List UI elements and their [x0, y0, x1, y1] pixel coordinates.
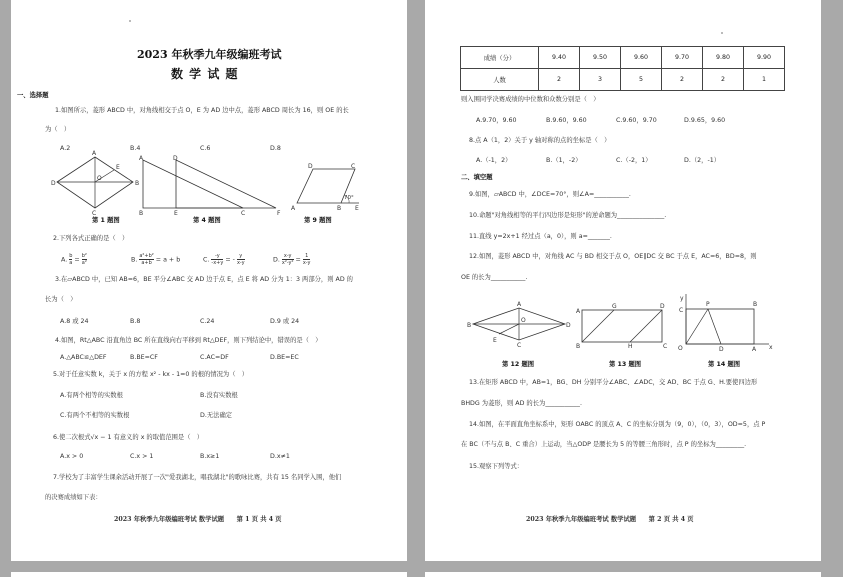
- question-11-text: 11.直线 y=2x+1 经过点（a，0），则 a=_______.: [469, 233, 612, 240]
- figure-9-angle-label: 70°: [344, 195, 354, 201]
- q8-option-b: B.（1，-2）: [546, 157, 582, 164]
- exam-page-2: [425, 0, 821, 561]
- q1-option-d: D.8: [270, 145, 281, 152]
- scan-dot: [721, 32, 723, 34]
- svg-text:O: O: [521, 317, 526, 324]
- table-cell: 2: [539, 69, 580, 91]
- q4-option-b: B.BE=CF: [130, 354, 158, 361]
- q2-option-d: D. $\frac{x-y}{\text{x²-y²}}$ = $\frac{1}{x-y}$: [273, 253, 311, 266]
- svg-text:C: C: [663, 343, 668, 350]
- figure-9-parallelogram: [287, 165, 377, 213]
- svg-text:A: A: [92, 150, 97, 157]
- q5-option-b: B.没有实数根: [200, 392, 238, 399]
- svg-text:D: D: [51, 180, 56, 187]
- q7-option-b: B.9.60，9.60: [546, 117, 587, 124]
- question-13-text: 13.在矩形 ABCD 中，AB=1，BG、DH 分别平分∠ABC、∠ADC，交 AD、BC 于点 G、H.要使四边形: [469, 379, 758, 386]
- svg-text:D: D: [719, 346, 724, 353]
- exam-page-1: [11, 0, 407, 561]
- svg-text:G: G: [612, 303, 617, 310]
- table-cell: 5: [621, 69, 662, 91]
- next-page-edge: [11, 572, 407, 577]
- next-page-edge: [425, 572, 821, 577]
- table-cell: 9.60: [621, 47, 662, 69]
- svg-text:O: O: [97, 175, 102, 182]
- figure-1-caption: 第 1 题图: [92, 217, 120, 224]
- table-cell: 9.50: [580, 47, 621, 69]
- q4-option-c: C.AC=DF: [200, 354, 229, 361]
- question-7-text: 7.学校为了丰富学生课余活动开展了一次"爱我湖北，唱我湖北"的歌咏比赛，共有 15 名同学入围，他们: [53, 474, 342, 481]
- table-cell: 9.80: [703, 47, 744, 69]
- svg-text:B: B: [337, 205, 342, 212]
- svg-text:F: F: [277, 210, 281, 217]
- figure-12-caption: 第 12 题图: [502, 361, 535, 368]
- page-footer: 2023 年秋季九年级编班考试 数学试题 第 1 页 共 4 页: [114, 516, 282, 523]
- svg-text:D: D: [566, 322, 571, 329]
- q1-option-a: A.2: [60, 145, 71, 152]
- question-12-text-cont: OE 的长为___________.: [461, 274, 528, 281]
- question-15-text: 15.观察下列等式：: [469, 463, 524, 470]
- scan-dot: [129, 20, 131, 22]
- table-cell: 9.70: [662, 47, 703, 69]
- svg-text:A: A: [576, 308, 581, 315]
- q3-option-b: B.8: [130, 318, 141, 325]
- question-13-text-cont: BHDG 为菱形，则 AD 的长为___________.: [461, 400, 582, 407]
- q6-option-c: C.x > 1: [130, 453, 154, 460]
- figure-12-rhombus: [467, 301, 571, 349]
- q7-option-c: C.9.60，9.70: [616, 117, 657, 124]
- svg-text:B: B: [467, 322, 472, 329]
- question-4-text: 4.如图，Rt△ABC 沿直角边 BC 所在直线向右平移到 Rt△DEF，则下列结论中，错误的是（ ）: [55, 337, 322, 344]
- q6-option-a: A.x > 0: [60, 453, 84, 460]
- figure-14-caption: 第 14 题图: [708, 361, 741, 368]
- q7-option-a: A.9.70，9.60: [476, 117, 517, 124]
- svg-text:C: C: [517, 342, 522, 349]
- q7-option-d: D.9.65，9.60: [684, 117, 726, 124]
- svg-text:x: x: [769, 344, 773, 351]
- figure-1-rhombus: [51, 150, 140, 217]
- q2-option-b: B. $\frac{\text{a²+b²}}{a+b}$ = a + b: [131, 253, 181, 266]
- svg-text:C: C: [679, 307, 684, 314]
- section-heading-fill: 二、填空题: [461, 174, 493, 181]
- svg-text:O: O: [678, 345, 683, 352]
- q6-option-b: B.x≥1: [200, 453, 220, 460]
- table-cell: 成绩（分）: [461, 47, 539, 69]
- svg-text:E: E: [493, 337, 497, 344]
- svg-text:C: C: [241, 210, 246, 217]
- q8-option-a: A.（-1，2）: [476, 157, 512, 164]
- svg-text:P: P: [706, 301, 710, 308]
- table-cell: 2: [662, 69, 703, 91]
- question-10-text: 10.命题"对角线相等的平行四边形是矩形"的逆命题为_______________.: [469, 212, 667, 219]
- svg-text:B: B: [139, 210, 144, 217]
- table-cell: 3: [580, 69, 621, 91]
- svg-text:H: H: [628, 343, 633, 350]
- table-cell: 2: [703, 69, 744, 91]
- figure-13-caption: 第 13 题图: [609, 361, 642, 368]
- figure-14-coordinate: [678, 294, 773, 353]
- question-2-text: 2.下列各式正确的是（ ）: [53, 235, 129, 242]
- exam-title: 2023 年秋季九年级编班考试: [137, 48, 282, 61]
- q3-option-d: D.9 或 24: [270, 318, 300, 325]
- q2-option-c: C. $\frac{-y}{-x+y}$ = - $\frac{y}{x-y}$: [203, 253, 245, 266]
- q8-option-c: C.（-2，1）: [616, 157, 652, 164]
- svg-text:E: E: [116, 164, 120, 171]
- page-footer: 2023 年秋季九年级编班考试 数学试题 第 2 页 共 4 页: [526, 516, 694, 523]
- q2-option-a: A. $\frac{b}{a}$ = $\frac{\text{b²}}{\text{a²}}$: [61, 253, 87, 266]
- figure-4-caption: 第 4 题图: [193, 217, 221, 224]
- table-cell: 9.90: [744, 47, 785, 69]
- table-cell: 1: [744, 69, 785, 91]
- svg-text:A: A: [752, 346, 757, 353]
- q5-option-a: A.有两个相等的实数根: [60, 392, 123, 399]
- svg-text:B: B: [135, 180, 140, 187]
- svg-text:D: D: [660, 303, 665, 310]
- svg-text:A: A: [139, 155, 144, 162]
- question-14-text: 14.如图，在平面直角坐标系中，矩形 OABC 的顶点 A、C 的坐标分别为（9，0），（0，3），OD=5，点 P: [469, 421, 766, 428]
- question-7-text-cont: 的决赛成绩如下表：: [45, 494, 102, 501]
- table-cell: 人数: [461, 69, 539, 91]
- question-7-tail: 则入围同学决赛成绩的中位数和众数分别是（ ）: [461, 96, 600, 103]
- table-row: [461, 69, 785, 91]
- question-6-text: 6.使二次根式√x − 1 有意义的 x 的取值范围是（ ）: [53, 434, 204, 441]
- q3-option-a: A.8 或 24: [60, 318, 89, 325]
- question-3-text: 3.在▱ABCD 中，已知 AB=6，BE 平分∠ABC 交 AD 边于点 E，点 E 将 AD 分为 1：3 两部分，则 AD 的: [55, 276, 353, 283]
- svg-text:C: C: [92, 210, 97, 217]
- q5-option-c: C.有两个不相等的实数根: [60, 412, 130, 419]
- table-row: [461, 47, 785, 69]
- table-cell: 9.40: [539, 47, 580, 69]
- question-14-text-cont: 在 BC（不与点 B、C 重合）上运动，当△ODP 是腰长为 5 的等腰三角形时，点 P 的坐标为_________.: [461, 441, 747, 448]
- figure-13-rectangle: [576, 303, 668, 350]
- score-table: [460, 46, 785, 91]
- q8-option-d: D.（2，-1）: [684, 157, 721, 164]
- svg-text:E: E: [174, 210, 178, 217]
- svg-text:E: E: [355, 205, 359, 212]
- q1-option-c: C.6: [200, 145, 211, 152]
- q4-option-d: D.BE=EC: [270, 354, 299, 361]
- question-5-text: 5.对于任意实数 k，关于 x 的方程 x² - kx - 1=0 的根的情况为（ ）: [53, 371, 249, 378]
- svg-text:C: C: [351, 163, 356, 170]
- svg-text:A: A: [517, 301, 522, 308]
- question-1-text: 1.如图所示，菱形 ABCD 中，对角线相交于点 O，E 为 AD 边中点，菱形 ABCD 周长为 16，则 OE 的长: [55, 107, 349, 114]
- exam-subtitle: 数 学 试 题: [171, 67, 239, 81]
- figure-9-caption: 第 9 题图: [304, 217, 332, 224]
- svg-text:D: D: [308, 163, 313, 170]
- question-9-text: 9.如图，▱ABCD 中，∠DCE=70°，则∠A=___________.: [469, 191, 631, 198]
- question-3-text-cont: 长为（ ）: [45, 296, 77, 303]
- q4-option-a: A.△ABC≌△DEF: [60, 354, 107, 361]
- q6-option-d: D.x≠1: [270, 453, 290, 460]
- svg-text:y: y: [680, 295, 684, 302]
- svg-text:D: D: [173, 155, 178, 162]
- question-1-text-cont: 为（ ）: [45, 126, 71, 133]
- q3-option-c: C.24: [200, 318, 215, 325]
- question-8-text: 8.点 A（1，2）关于 y 轴对称的点的坐标是（ ）: [469, 137, 611, 144]
- svg-text:B: B: [576, 343, 581, 350]
- section-heading-choice: 一、选择题: [17, 92, 49, 99]
- svg-text:B: B: [753, 301, 758, 308]
- question-12-text: 12.如图，菱形 ABCD 中，对角线 AC 与 BD 相交于点 O，OE∥DC 交 BC 于点 E，AC=6，BD=8，则: [469, 253, 757, 260]
- figure-4-triangles: [139, 155, 283, 217]
- svg-text:A: A: [291, 205, 296, 212]
- q5-option-d: D.无法确定: [200, 412, 233, 419]
- q1-option-b: B.4: [130, 145, 141, 152]
